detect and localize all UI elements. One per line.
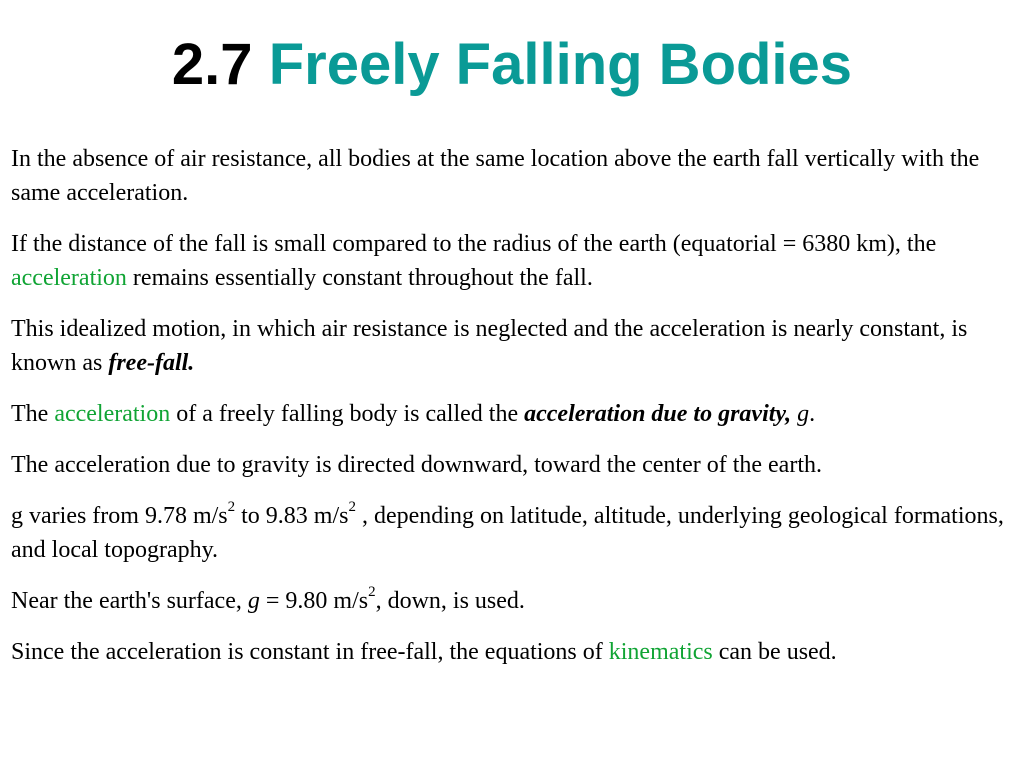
paragraph-7	[11, 584, 1017, 618]
paragraph-3-before: This idealized motion, in which air resistance is neglected and the acceleration is nearly constant, is known as	[11, 316, 968, 376]
paragraph-4-after: .	[809, 401, 816, 427]
paragraph-5	[11, 448, 1017, 482]
paragraph-8-before: Since the acceleration is constant in free-fall, the equations of	[11, 639, 609, 665]
paragraph-1	[11, 142, 1017, 210]
g-symbol: g	[247, 588, 260, 614]
paragraph-6-part3: , depending on latitude, altitude, underlying geological formations, and local topography.	[11, 503, 1004, 563]
free-fall-term: free-fall.	[108, 350, 195, 376]
slide-title	[0, 30, 1024, 100]
paragraph-2-after: remains essentially constant throughout the fall.	[126, 265, 593, 291]
paragraph-1-text: In the absence of air resistance, all bodies at the same location above the earth fall vertically with the same acceleration.	[11, 146, 980, 206]
acceleration-link[interactable]: acceleration	[54, 401, 171, 427]
paragraph-2	[11, 227, 1017, 295]
paragraph-7-before: Near the earth's surface,	[11, 588, 248, 614]
paragraph-5-text: The acceleration due to gravity is directed downward, toward the center of the earth.	[11, 452, 822, 478]
paragraph-7-middle: = 9.80 m/s	[259, 588, 369, 614]
exponent-1: 2	[227, 499, 236, 515]
paragraph-4-before: The	[11, 401, 55, 427]
paragraph-6-part2: to 9.83 m/s	[235, 503, 349, 529]
slide-body	[11, 142, 1017, 686]
paragraph-4	[11, 397, 1017, 431]
gravity-term: acceleration due to gravity,	[524, 401, 792, 427]
paragraph-2-before: If the distance of the fall is small compared to the radius of the earth (equatorial = 6380 km), the	[11, 231, 937, 257]
paragraph-8-after: can be used.	[712, 639, 837, 665]
paragraph-7-after: , down, is used.	[375, 588, 525, 614]
paragraph-4-middle: of a freely falling body is called the	[170, 401, 525, 427]
g-symbol: g	[797, 401, 810, 427]
kinematics-link[interactable]: kinematics	[608, 639, 713, 665]
exponent-3: 2	[368, 584, 376, 600]
paragraph-6-part1: g varies from 9.78 m/s	[11, 503, 228, 529]
section-title: Freely Falling Bodies	[268, 32, 853, 97]
acceleration-link[interactable]: acceleration	[11, 265, 127, 291]
paragraph-6	[11, 499, 1017, 567]
section-number: 2.7	[171, 32, 253, 97]
paragraph-3	[11, 312, 1017, 380]
exponent-2: 2	[348, 499, 356, 515]
paragraph-8	[11, 635, 1017, 669]
